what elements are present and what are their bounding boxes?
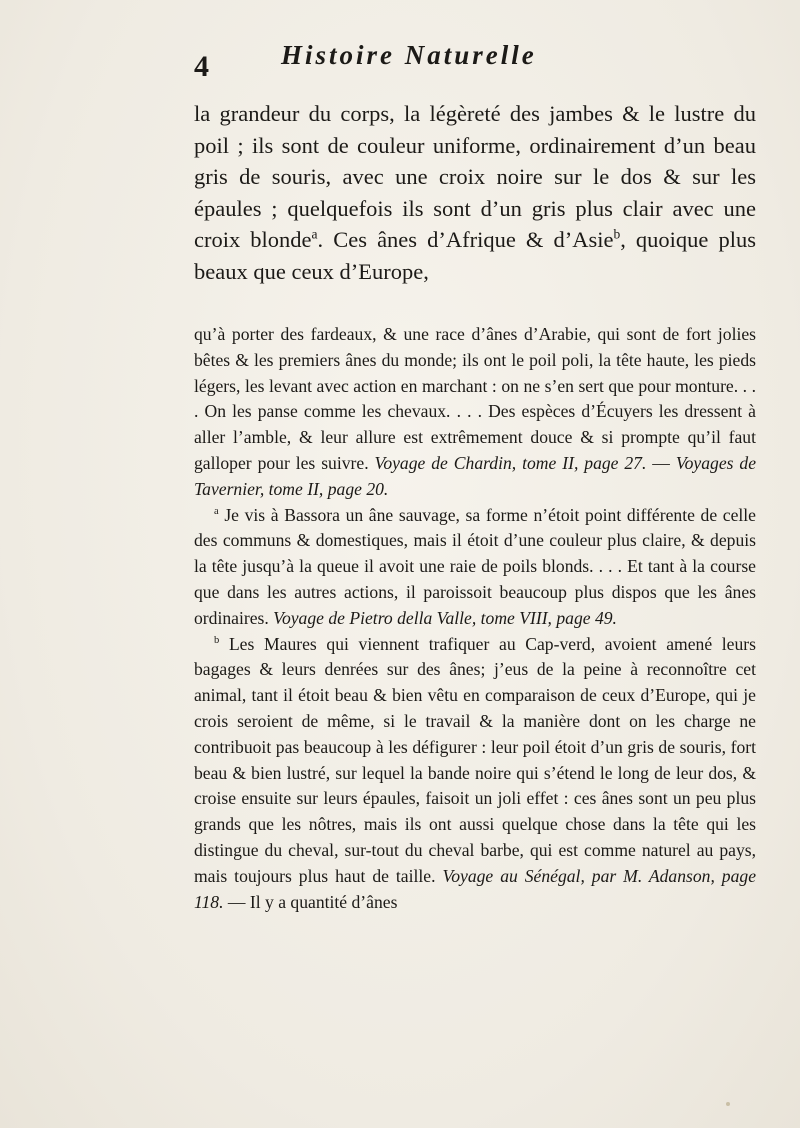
footnote-b	[194, 632, 756, 916]
footnote-b-marker: b	[214, 634, 220, 646]
footnote-a	[194, 503, 756, 632]
footnote-continuation	[194, 322, 756, 503]
footnote-continuation-ref-2: Voyages de Tavernier, tome II, page 20.	[194, 452, 757, 499]
footnote-continuation-ref-1: Voyage de Chardin, tome II, page 27.	[374, 452, 647, 473]
footnote-continuation-separator: —	[646, 452, 676, 473]
footnote-a-text: Je vis à Bassora un âne sauvage, sa forme n’étoit point différente de celle des communs & domestiques, mais il étoit d’une couleur plus claire, & depuis la tête jusqu’à la queue il avoit une raie de poils blonds. . . . Et tant à la course que dans les autres actions, il paroissoit beaucoup plus dispos que les ânes ordinaires.	[194, 504, 756, 628]
main-text-end: , quoique plus beaux que ceux d’Europe,	[194, 227, 757, 284]
footnote-ref-b: b	[613, 226, 621, 242]
page-header	[194, 40, 754, 84]
main-text-mid: . Ces ânes d’Afrique & d’Asie	[317, 227, 614, 252]
footnote-b-text: Les Maures qui viennent trafiquer au Cap-verd, avoient amené leurs bagages & leurs denrées sur des ânes; j’eus de la peine à reconnoître cet animal, tant il étoit beau & bien vêtu en comparaison de ceux d’Europe, qui je crois seroient de même, si le travail & la manière dont on les charge ne contribuoit pas beaucoup à les défigurer : leur poil étoit d’un gris de souris, fort beau & bien lustré, sur lequel la bande noire qui s’étend le long de leur dos, & croise ensuite sur leurs épaules, faisoit un joli effet : ces ânes sont un peu plus grands que les nôtres, mais ils ont aussi quelque chose dans la tête qui les distingue du cheval, sur-tout du cheval barbe, qui est comme naturel au pays, mais toujours plus haut de taille.	[194, 633, 756, 886]
footnote-b-tail: — Il y a quantité d’ânes	[223, 891, 398, 912]
page-number: 4	[194, 50, 209, 83]
main-text-start: la grandeur du corps, la légèreté des jambes & le lustre du poil ; ils sont de couleur uniforme, ordinairement d’un beau gris de souris, avec une croix noire sur le dos & sur les épaules ; quelquefois ils sont d’un gris plus clair avec une croix blonde	[194, 101, 756, 252]
footnote-b-ref: Voyage au Sénégal, par M. Adanson, page 118.	[194, 865, 757, 912]
running-title: Histoire Naturelle	[281, 40, 537, 70]
main-text	[194, 98, 756, 287]
footnote-a-ref: Voyage de Pietro della Valle, tome VIII, page 49.	[273, 607, 617, 628]
footnote-ref-a: a	[311, 226, 318, 242]
footnote-continuation-text: qu’à porter des fardeaux, & une race d’ânes d’Arabie, qui sont de fort jolies bêtes & les premiers ânes du monde; ils ont le poil poli, la tête haute, les pieds légers, les levant avec action en marchant : on ne s’en sert que pour monture. . . . On les panse comme les chevaux. . . . Des espèces d’Écuyers les dressent à aller l’amble, & leur allure est extrêmement douce & si prompte qu’il faut galloper pour les suivre.	[194, 324, 756, 473]
footnotes	[194, 322, 756, 915]
paper-speck	[726, 1102, 730, 1106]
footnote-a-marker: a	[214, 505, 219, 517]
